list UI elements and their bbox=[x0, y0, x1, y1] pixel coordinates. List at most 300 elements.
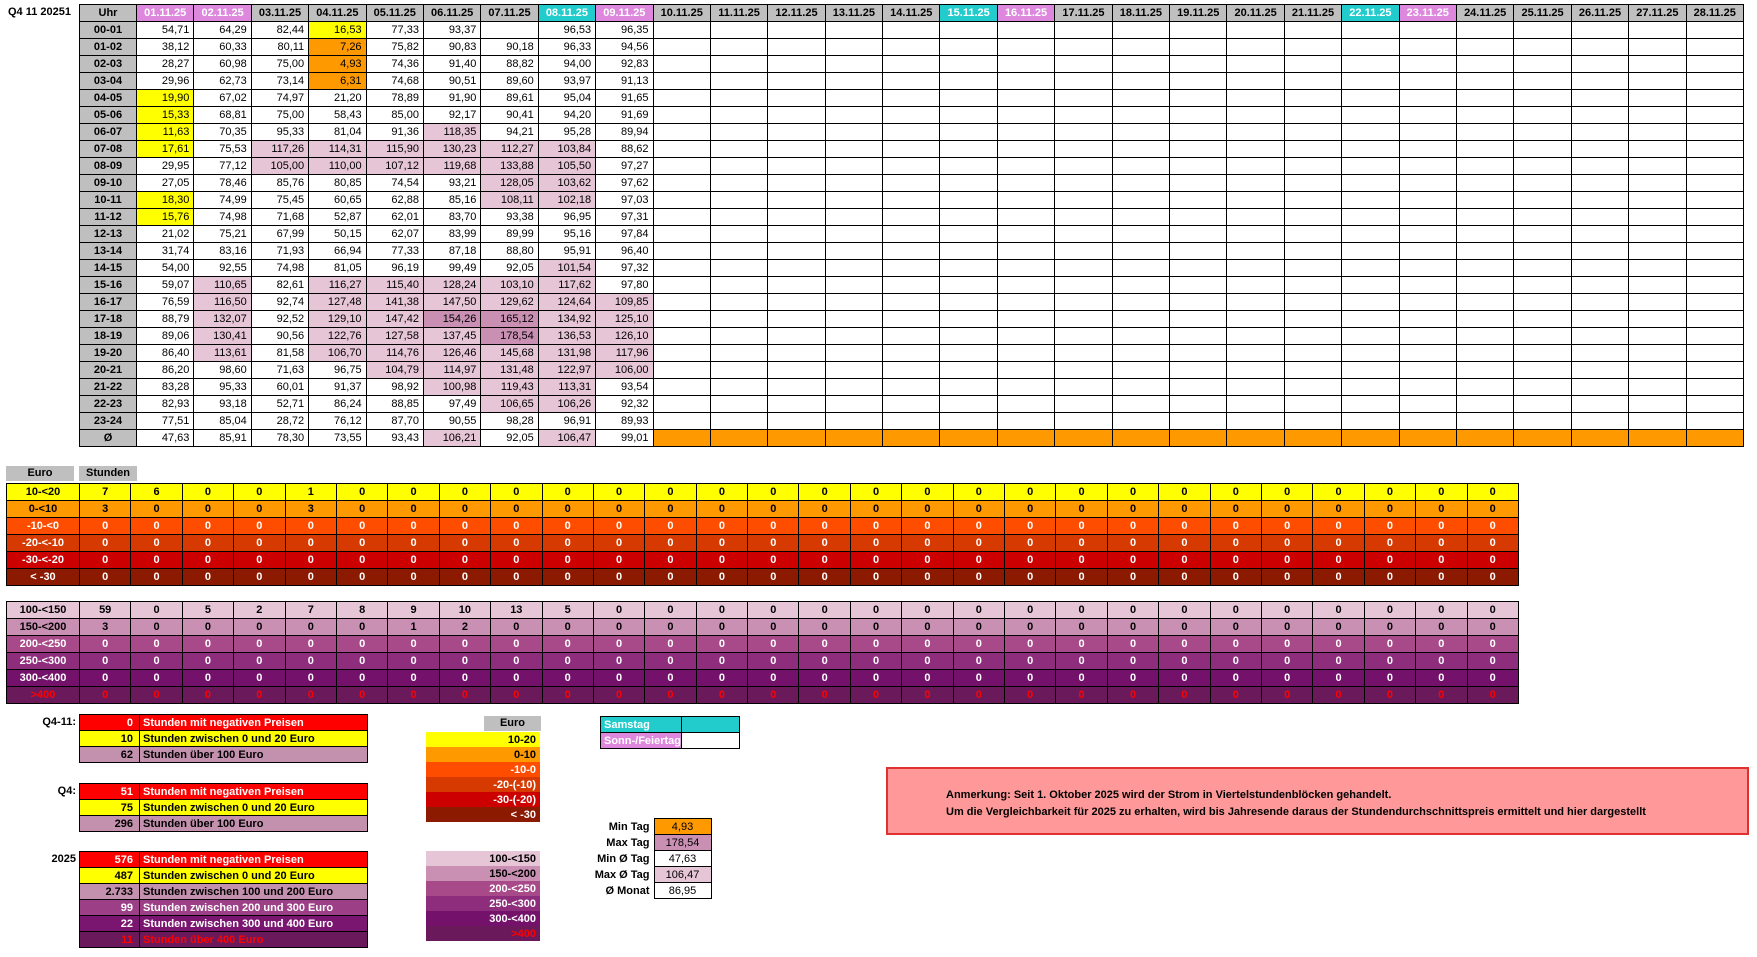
band-count: 0 bbox=[336, 619, 387, 636]
price-cell bbox=[1629, 362, 1686, 379]
price-cell bbox=[1112, 345, 1169, 362]
band-count: 0 bbox=[799, 619, 850, 636]
band-count: 0 bbox=[1159, 501, 1210, 518]
price-cell: 92,17 bbox=[423, 107, 480, 124]
summary-value: 51 bbox=[80, 784, 140, 800]
band-count: 0 bbox=[953, 501, 1004, 518]
band-count: 0 bbox=[336, 670, 387, 687]
price-cell: 67,02 bbox=[194, 90, 251, 107]
price-cell bbox=[1399, 56, 1456, 73]
price-cell: 60,01 bbox=[251, 379, 308, 396]
price-cell bbox=[1342, 124, 1399, 141]
band-count: 0 bbox=[850, 535, 901, 552]
date-header: 27.11.25 bbox=[1629, 5, 1686, 22]
price-cell: 15,33 bbox=[137, 107, 194, 124]
price-cell: 83,99 bbox=[423, 226, 480, 243]
price-cell: 97,84 bbox=[596, 226, 653, 243]
price-cell: 78,46 bbox=[194, 175, 251, 192]
price-cell bbox=[1055, 260, 1112, 277]
price-cell: 125,10 bbox=[596, 311, 653, 328]
hour-label: 04-05 bbox=[80, 90, 137, 107]
band-count: 0 bbox=[850, 501, 901, 518]
band-count: 0 bbox=[285, 636, 336, 653]
price-cell bbox=[1571, 39, 1628, 56]
price-cell bbox=[997, 175, 1054, 192]
hour-label: 23-24 bbox=[80, 413, 137, 430]
price-cell: 90,18 bbox=[481, 39, 538, 56]
price-cell: 95,28 bbox=[538, 124, 595, 141]
band-count: 0 bbox=[131, 670, 182, 687]
band-count: 0 bbox=[593, 619, 644, 636]
price-cell bbox=[768, 90, 825, 107]
date-header: 03.11.25 bbox=[251, 5, 308, 22]
price-cell: 78,89 bbox=[366, 90, 423, 107]
legend-row bbox=[426, 732, 540, 747]
price-cell bbox=[1629, 294, 1686, 311]
price-cell bbox=[1571, 192, 1628, 209]
price-cell bbox=[1399, 73, 1456, 90]
band-count: 0 bbox=[593, 670, 644, 687]
price-cell: 59,07 bbox=[137, 277, 194, 294]
band-count: 0 bbox=[336, 484, 387, 501]
price-cell bbox=[1571, 56, 1628, 73]
price-cell bbox=[710, 362, 767, 379]
price-cell bbox=[1112, 379, 1169, 396]
band-count: 0 bbox=[1210, 569, 1261, 586]
price-cell bbox=[825, 124, 882, 141]
price-cell bbox=[883, 277, 940, 294]
price-cell bbox=[1514, 141, 1571, 158]
band-count: 0 bbox=[439, 484, 490, 501]
price-cell bbox=[997, 90, 1054, 107]
band-count: 0 bbox=[850, 619, 901, 636]
price-cell bbox=[940, 328, 997, 345]
price-cell bbox=[1629, 175, 1686, 192]
band-count: 0 bbox=[1005, 636, 1056, 653]
band-count: 0 bbox=[1261, 602, 1312, 619]
legend-swatch: -30-(-20) bbox=[426, 792, 540, 807]
band-count: 0 bbox=[748, 670, 799, 687]
price-cell bbox=[1227, 226, 1284, 243]
price-cell bbox=[768, 362, 825, 379]
price-cell bbox=[768, 345, 825, 362]
price-cell bbox=[1342, 90, 1399, 107]
band-count: 0 bbox=[1210, 552, 1261, 569]
band-count: 0 bbox=[1261, 552, 1312, 569]
price-cell bbox=[825, 192, 882, 209]
average-cell bbox=[825, 430, 882, 447]
euro-header: Euro bbox=[6, 466, 74, 481]
price-cell bbox=[653, 39, 710, 56]
price-cell: 94,00 bbox=[538, 56, 595, 73]
band-count: 59 bbox=[80, 602, 131, 619]
date-header: 11.11.25 bbox=[710, 5, 767, 22]
band-count: 0 bbox=[1107, 653, 1158, 670]
price-cell: 74,99 bbox=[194, 192, 251, 209]
price-cell bbox=[768, 379, 825, 396]
summary-value: 11 bbox=[80, 932, 140, 948]
price-cell bbox=[653, 73, 710, 90]
hour-label: 13-14 bbox=[80, 243, 137, 260]
band-count: 2 bbox=[234, 602, 285, 619]
band-row bbox=[7, 653, 1519, 670]
price-cell bbox=[1170, 141, 1227, 158]
price-cell bbox=[825, 209, 882, 226]
summary-label-q4: Q4: bbox=[57, 785, 76, 797]
band-count: 0 bbox=[388, 569, 439, 586]
average-cell bbox=[1055, 430, 1112, 447]
average-cell bbox=[1456, 430, 1513, 447]
band-count: 0 bbox=[439, 535, 490, 552]
price-cell bbox=[710, 328, 767, 345]
stat-row bbox=[580, 851, 711, 867]
band-count: 0 bbox=[285, 535, 336, 552]
date-header: 02.11.25 bbox=[194, 5, 251, 22]
stat-value: 178,54 bbox=[654, 835, 711, 851]
price-cell bbox=[1227, 39, 1284, 56]
band-count: 0 bbox=[902, 619, 953, 636]
price-cell bbox=[1629, 39, 1686, 56]
price-cell: 88,82 bbox=[481, 56, 538, 73]
price-cell bbox=[997, 192, 1054, 209]
price-cell: 92,74 bbox=[251, 294, 308, 311]
price-cell bbox=[1342, 328, 1399, 345]
summary-row bbox=[80, 731, 368, 747]
price-cell bbox=[653, 260, 710, 277]
price-cell bbox=[1112, 124, 1169, 141]
price-cell bbox=[653, 90, 710, 107]
price-cell bbox=[1170, 22, 1227, 39]
price-cell bbox=[768, 56, 825, 73]
price-cell bbox=[1456, 209, 1513, 226]
price-cell bbox=[1686, 158, 1743, 175]
price-cell bbox=[1686, 90, 1743, 107]
average-cell: 106,47 bbox=[538, 430, 595, 447]
price-cell: 58,43 bbox=[309, 107, 366, 124]
price-cell bbox=[1342, 209, 1399, 226]
band-count: 0 bbox=[1261, 535, 1312, 552]
price-cell: 6,31 bbox=[309, 73, 366, 90]
band-count: 0 bbox=[336, 552, 387, 569]
price-cell: 88,85 bbox=[366, 396, 423, 413]
band-count: 0 bbox=[80, 518, 131, 535]
band-count: 6 bbox=[131, 484, 182, 501]
price-cell bbox=[825, 22, 882, 39]
summary-value: 62 bbox=[80, 747, 140, 763]
price-cell bbox=[1686, 124, 1743, 141]
price-cell: 128,05 bbox=[481, 175, 538, 192]
date-header: 15.11.25 bbox=[940, 5, 997, 22]
price-cell bbox=[710, 192, 767, 209]
average-cell: 106,21 bbox=[423, 430, 480, 447]
band-count: 7 bbox=[285, 602, 336, 619]
price-cell bbox=[1055, 362, 1112, 379]
hour-row bbox=[80, 90, 1744, 107]
band-count: 0 bbox=[1056, 670, 1107, 687]
band-count: 0 bbox=[1005, 653, 1056, 670]
price-cell bbox=[710, 22, 767, 39]
band-count: 0 bbox=[645, 619, 696, 636]
price-cell bbox=[940, 260, 997, 277]
price-cell: 62,01 bbox=[366, 209, 423, 226]
price-cell bbox=[1227, 379, 1284, 396]
price-cell bbox=[1284, 56, 1341, 73]
price-cell bbox=[1055, 158, 1112, 175]
band-count: 0 bbox=[902, 569, 953, 586]
band-count: 0 bbox=[1210, 687, 1261, 704]
band-count: 0 bbox=[850, 569, 901, 586]
summary-text: Stunden über 400 Euro bbox=[140, 932, 368, 948]
price-cell: 117,62 bbox=[538, 277, 595, 294]
price-cell bbox=[653, 209, 710, 226]
price-cell bbox=[710, 277, 767, 294]
price-cell bbox=[825, 158, 882, 175]
price-cell bbox=[1686, 294, 1743, 311]
price-cell bbox=[940, 294, 997, 311]
price-cell: 86,20 bbox=[137, 362, 194, 379]
price-cell: 75,21 bbox=[194, 226, 251, 243]
price-cell: 87,18 bbox=[423, 243, 480, 260]
band-count: 0 bbox=[491, 518, 542, 535]
price-cell bbox=[825, 90, 882, 107]
price-cell bbox=[1227, 345, 1284, 362]
band-count: 0 bbox=[799, 501, 850, 518]
price-cell: 92,52 bbox=[251, 311, 308, 328]
price-cell bbox=[1055, 294, 1112, 311]
price-cell bbox=[940, 56, 997, 73]
price-cell bbox=[1399, 141, 1456, 158]
band-count: 0 bbox=[1313, 602, 1364, 619]
price-cell: 105,50 bbox=[538, 158, 595, 175]
price-cell: 124,64 bbox=[538, 294, 595, 311]
hour-label: 18-19 bbox=[80, 328, 137, 345]
band-count: 0 bbox=[491, 552, 542, 569]
price-cell bbox=[1284, 311, 1341, 328]
price-cell: 92,55 bbox=[194, 260, 251, 277]
price-cell bbox=[825, 311, 882, 328]
date-header: 10.11.25 bbox=[653, 5, 710, 22]
price-cell: 97,31 bbox=[596, 209, 653, 226]
price-cell bbox=[1055, 90, 1112, 107]
price-cell: 89,60 bbox=[481, 73, 538, 90]
price-cell bbox=[1170, 294, 1227, 311]
band-count: 0 bbox=[696, 619, 747, 636]
price-cell bbox=[1284, 362, 1341, 379]
price-cell bbox=[1112, 158, 1169, 175]
price-cell bbox=[997, 396, 1054, 413]
price-cell bbox=[1227, 175, 1284, 192]
price-cell bbox=[1399, 192, 1456, 209]
band-count: 0 bbox=[1210, 653, 1261, 670]
band-count: 0 bbox=[182, 518, 233, 535]
price-cell bbox=[1227, 328, 1284, 345]
band-count: 0 bbox=[234, 670, 285, 687]
summary-value: 296 bbox=[80, 816, 140, 832]
price-cell bbox=[653, 328, 710, 345]
price-cell bbox=[1571, 243, 1628, 260]
legend-swatch: 0-10 bbox=[426, 747, 540, 762]
price-cell: 89,94 bbox=[596, 124, 653, 141]
band-count: 3 bbox=[285, 501, 336, 518]
band-count: 0 bbox=[1210, 602, 1261, 619]
price-cell bbox=[1456, 243, 1513, 260]
price-cell bbox=[883, 243, 940, 260]
date-header: 08.11.25 bbox=[538, 5, 595, 22]
price-cell bbox=[1112, 22, 1169, 39]
average-cell bbox=[1514, 430, 1571, 447]
band-count: 0 bbox=[1261, 670, 1312, 687]
price-cell: 137,45 bbox=[423, 328, 480, 345]
price-cell bbox=[710, 260, 767, 277]
price-cell bbox=[1284, 158, 1341, 175]
band-count: 0 bbox=[80, 670, 131, 687]
price-cell bbox=[883, 22, 940, 39]
price-cell bbox=[653, 243, 710, 260]
price-cell bbox=[1170, 39, 1227, 56]
band-count: 0 bbox=[1056, 552, 1107, 569]
band-count: 0 bbox=[645, 501, 696, 518]
band-count: 0 bbox=[1210, 484, 1261, 501]
day-legend-label: Samstag bbox=[601, 717, 682, 733]
band-count: 0 bbox=[388, 484, 439, 501]
price-cell bbox=[1399, 260, 1456, 277]
band-count: 0 bbox=[439, 552, 490, 569]
price-cell: 90,56 bbox=[251, 328, 308, 345]
price-cell bbox=[883, 379, 940, 396]
price-cell bbox=[825, 175, 882, 192]
stat-label: Ø Monat bbox=[605, 884, 650, 897]
price-cell bbox=[1629, 311, 1686, 328]
band-count: 0 bbox=[1159, 518, 1210, 535]
price-cell bbox=[825, 362, 882, 379]
price-cell bbox=[1284, 192, 1341, 209]
price-cell bbox=[710, 124, 767, 141]
band-count: 0 bbox=[902, 653, 953, 670]
band-count: 8 bbox=[336, 602, 387, 619]
price-cell bbox=[1342, 311, 1399, 328]
price-cell bbox=[1686, 413, 1743, 430]
price-cell: 77,33 bbox=[366, 243, 423, 260]
band-count: 0 bbox=[285, 552, 336, 569]
band-count: 0 bbox=[696, 569, 747, 586]
price-cell bbox=[1284, 379, 1341, 396]
price-cell bbox=[1514, 56, 1571, 73]
price-cell bbox=[710, 413, 767, 430]
price-cell: 116,27 bbox=[309, 277, 366, 294]
price-cell bbox=[1571, 328, 1628, 345]
price-cell bbox=[1629, 379, 1686, 396]
average-cell bbox=[653, 430, 710, 447]
band-count: 0 bbox=[234, 687, 285, 704]
price-cell: 90,51 bbox=[423, 73, 480, 90]
band-count: 0 bbox=[491, 535, 542, 552]
price-cell: 96,19 bbox=[366, 260, 423, 277]
price-cell: 74,98 bbox=[194, 209, 251, 226]
price-cell: 91,65 bbox=[596, 90, 653, 107]
summary-text: Stunden mit negativen Preisen bbox=[140, 852, 368, 868]
date-header: 19.11.25 bbox=[1170, 5, 1227, 22]
legend-row bbox=[426, 866, 540, 881]
band-count: 0 bbox=[542, 484, 593, 501]
price-cell bbox=[997, 413, 1054, 430]
price-cell bbox=[1399, 379, 1456, 396]
price-cell bbox=[1112, 141, 1169, 158]
price-cell bbox=[1514, 107, 1571, 124]
band-count: 0 bbox=[131, 552, 182, 569]
price-cell: 60,98 bbox=[194, 56, 251, 73]
price-cell bbox=[1170, 107, 1227, 124]
price-cell: 28,72 bbox=[251, 413, 308, 430]
price-cell bbox=[768, 260, 825, 277]
band-count: 0 bbox=[1467, 670, 1518, 687]
price-cell bbox=[1399, 175, 1456, 192]
price-cell bbox=[1284, 328, 1341, 345]
band-count: 0 bbox=[1416, 484, 1467, 501]
price-cell: 95,16 bbox=[538, 226, 595, 243]
price-cell bbox=[940, 124, 997, 141]
price-cell bbox=[1055, 379, 1112, 396]
band-count: 0 bbox=[645, 518, 696, 535]
summary-row bbox=[80, 800, 368, 816]
price-cell bbox=[1112, 39, 1169, 56]
price-cell bbox=[1456, 192, 1513, 209]
price-cell bbox=[1227, 260, 1284, 277]
band-row bbox=[7, 602, 1519, 619]
band-count: 0 bbox=[902, 518, 953, 535]
average-cell bbox=[1112, 430, 1169, 447]
price-cell bbox=[1227, 396, 1284, 413]
price-cell bbox=[1514, 277, 1571, 294]
band-count: 0 bbox=[1261, 569, 1312, 586]
band-count: 0 bbox=[336, 687, 387, 704]
price-cell: 74,98 bbox=[251, 260, 308, 277]
band-count: 0 bbox=[1313, 552, 1364, 569]
price-cell bbox=[1629, 22, 1686, 39]
price-cell bbox=[1571, 379, 1628, 396]
band-count: 0 bbox=[439, 518, 490, 535]
price-cell: 70,35 bbox=[194, 124, 251, 141]
band-count: 0 bbox=[696, 602, 747, 619]
price-cell: 68,81 bbox=[194, 107, 251, 124]
price-cell bbox=[1399, 362, 1456, 379]
date-header: 20.11.25 bbox=[1227, 5, 1284, 22]
price-cell bbox=[1456, 379, 1513, 396]
price-cell bbox=[1399, 413, 1456, 430]
price-cell bbox=[1170, 413, 1227, 430]
band-count: 0 bbox=[748, 501, 799, 518]
price-cell bbox=[653, 345, 710, 362]
legend-swatch: >400 bbox=[426, 926, 540, 941]
summary-row bbox=[80, 900, 368, 916]
price-cell: 83,16 bbox=[194, 243, 251, 260]
legend-swatch: < -30 bbox=[426, 807, 540, 822]
price-cell: 112,27 bbox=[481, 141, 538, 158]
price-cell bbox=[1571, 260, 1628, 277]
price-cell: 27,05 bbox=[137, 175, 194, 192]
band-count: 0 bbox=[491, 636, 542, 653]
price-cell bbox=[1284, 226, 1341, 243]
price-cell bbox=[710, 226, 767, 243]
band-count: 0 bbox=[285, 619, 336, 636]
price-cell bbox=[1227, 294, 1284, 311]
band-count: 0 bbox=[1416, 636, 1467, 653]
legend-row bbox=[426, 926, 540, 941]
price-cell bbox=[997, 243, 1054, 260]
band-count: 0 bbox=[1159, 535, 1210, 552]
band-count: 0 bbox=[902, 670, 953, 687]
band-count: 0 bbox=[1416, 653, 1467, 670]
price-cell: 145,68 bbox=[481, 345, 538, 362]
